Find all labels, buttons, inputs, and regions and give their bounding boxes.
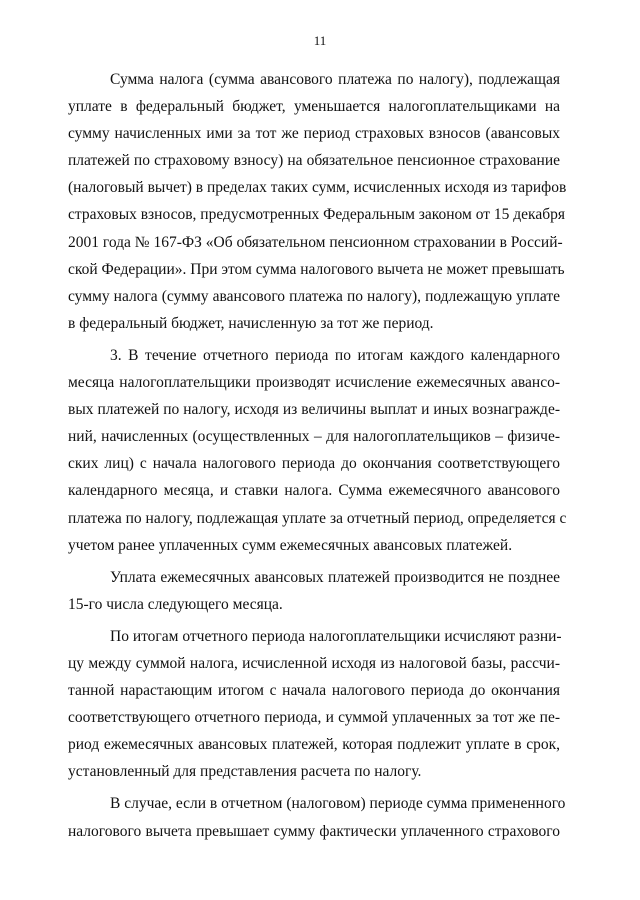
paragraph-excess-deduction xyxy=(68,790,566,844)
text-line: сумму налога (сумму авансового платежа по налогу), подлежащую уплате xyxy=(68,287,560,305)
text-line: ний, начисленных (осуществленных – для налогоплательщиков – физиче- xyxy=(68,428,560,446)
paragraph-item-3 xyxy=(68,342,567,559)
text-line: налогового вычета превышает сумму фактически уплаченного страхового xyxy=(68,822,560,840)
text-line: 3. В течение отчетного периода по итогам каждого календарного xyxy=(110,346,560,364)
text-line: учетом ранее уплаченных сумм ежемесячных авансовых платежей. xyxy=(68,536,513,554)
text-line: ской Федерации». При этом сумма налогового вычета не может превышать xyxy=(68,260,565,278)
paragraph-reporting-period xyxy=(68,623,560,786)
text-line: танной нарастающим итогом с начала налогового периода до окончания xyxy=(68,682,560,700)
page-number: 11 xyxy=(313,33,327,48)
text-line: 2001 года № 167-ФЗ «Об обязательном пенсионном страховании в Россий- xyxy=(68,233,563,251)
text-line: в федеральный бюджет, начисленную за тот же период. xyxy=(68,314,434,332)
document-body xyxy=(68,66,567,850)
text-line: ских лиц) с начала налогового периода до окончания соответствующего xyxy=(68,455,560,473)
text-line: сумму начисленных ими за тот же период страховых взносов (авансовых xyxy=(68,125,560,143)
paragraph-tax-deduction xyxy=(68,66,567,337)
text-line: цу между суммой налога, исчисленной исходя из налоговой базы, рассчи- xyxy=(68,654,560,672)
text-line: установленный для представления расчета по налогу. xyxy=(68,763,422,781)
text-line: месяца налогоплательщики производят исчисление ежемесячных авансо- xyxy=(68,374,560,392)
text-line: календарного месяца, и ставки налога. Сумма ежемесячного авансового xyxy=(68,482,560,500)
text-line: уплате в федеральный бюджет, уменьшается налогоплательщиками на xyxy=(68,98,560,116)
paragraph-payment-deadline xyxy=(68,564,560,618)
text-line: вых платежей по налогу, исходя из величины выплат и иных вознагражде- xyxy=(68,401,560,419)
text-line: платежа по налогу, подлежащая уплате за отчетный период, определяется с xyxy=(68,509,567,527)
text-line: 15-го числа следующего месяца. xyxy=(68,595,283,613)
text-line: Уплата ежемесячных авансовых платежей производится не позднее xyxy=(110,568,560,586)
text-line: По итогам отчетного периода налогоплательщики исчисляют разни- xyxy=(110,627,562,645)
text-line: риод ежемесячных авансовых платежей, которая подлежит уплате в срок, xyxy=(68,736,560,754)
text-line: платежей по страховому взносу) на обязательное пенсионное страхование xyxy=(68,152,560,170)
text-line: Сумма налога (сумма авансового платежа по налогу), подлежащая xyxy=(110,71,560,88)
text-line: В случае, если в отчетном (налоговом) периоде сумма примененного xyxy=(110,795,566,813)
text-line: соответствующего отчетного периода, и суммой уплаченных за тот же пе- xyxy=(68,709,560,727)
text-line: (налоговый вычет) в пределах таких сумм, исчисленных исходя из тарифов xyxy=(68,179,567,197)
text-line: страховых взносов, предусмотренных Федеральным законом от 15 декабря xyxy=(68,206,565,224)
